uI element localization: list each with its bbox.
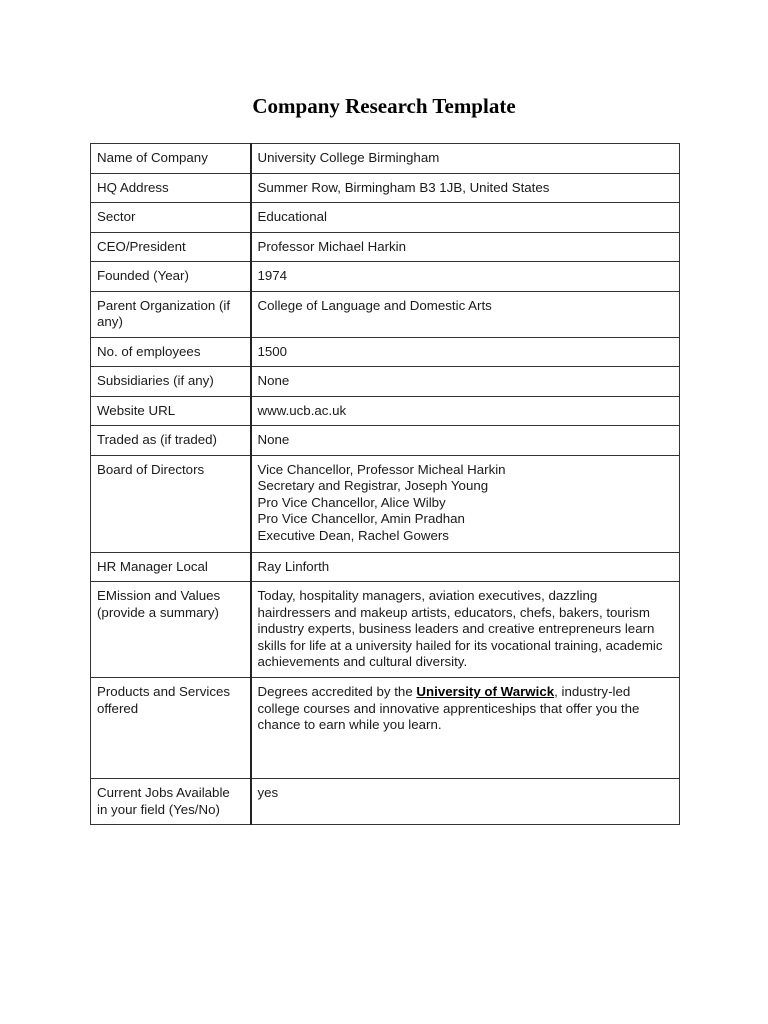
table-row xyxy=(91,173,680,203)
row-label: Website URL xyxy=(91,396,251,426)
table-row xyxy=(91,232,680,262)
row-label: Name of Company xyxy=(91,144,251,174)
table-row xyxy=(91,337,680,367)
board-member: Vice Chancellor, Professor Micheal Harkin xyxy=(257,461,506,477)
row-label: HQ Address xyxy=(91,173,251,203)
row-value: College of Language and Domestic Arts xyxy=(251,291,680,337)
table-row xyxy=(91,203,680,233)
table-row xyxy=(91,367,680,397)
row-value: yes xyxy=(251,779,680,825)
board-member: Secretary and Registrar, Joseph Young xyxy=(257,478,489,493)
website-url: www.ucb.ac.uk xyxy=(251,396,680,426)
row-label: Founded (Year) xyxy=(91,262,251,292)
board-member: Pro Vice Chancellor, Alice Wilby xyxy=(257,494,446,510)
products-description xyxy=(251,678,680,779)
row-label: EMission and Values (provide a summary) xyxy=(91,582,251,678)
row-value: Ray Linforth xyxy=(251,552,680,582)
company-research-table xyxy=(90,143,680,825)
table-row xyxy=(91,396,680,426)
table-row xyxy=(91,144,680,174)
board-of-directors-list xyxy=(251,455,680,552)
board-member: Pro Vice Chancellor, Amin Pradhan xyxy=(257,511,465,526)
products-suffix: , industry-led college courses and innovative apprenticeships that offer you the chance to earn while you learn. xyxy=(257,684,640,732)
table-row xyxy=(91,779,680,825)
table-row xyxy=(91,426,680,456)
table-row xyxy=(91,262,680,292)
table-row xyxy=(91,552,680,582)
row-label: Sector xyxy=(91,203,251,233)
table-row xyxy=(91,455,680,552)
page-title: Company Research Template xyxy=(252,94,516,118)
row-label: Current Jobs Available in your field (Yes/No) xyxy=(91,779,251,825)
row-value: 1500 xyxy=(251,337,680,367)
row-value: Educational xyxy=(251,203,680,233)
row-label: Board of Directors xyxy=(91,455,251,552)
row-label: Parent Organization (if any) xyxy=(91,291,251,337)
row-label: Traded as (if traded) xyxy=(91,426,251,456)
row-label: CEO/President xyxy=(91,232,251,262)
board-member: Executive Dean, Rachel Gowers xyxy=(257,527,449,543)
row-label: Products and Services offered xyxy=(91,678,251,779)
row-value: Professor Michael Harkin xyxy=(251,232,680,262)
row-value: Summer Row, Birmingham B3 1JB, United States xyxy=(251,173,680,203)
table-row xyxy=(91,582,680,678)
row-label: Subsidiaries (if any) xyxy=(91,367,251,397)
university-of-warwick-link[interactable]: University of Warwick xyxy=(416,684,555,699)
row-value: 1974 xyxy=(251,262,680,292)
table-row xyxy=(91,678,680,779)
mission-summary: Today, hospitality managers, aviation executives, dazzling hairdressers and makeup artists, educators, chefs, bakers, tourism industry experts, business leaders and creative entrepreneurs learn skills for life at a university hailed for its vocational training, academic achievements and cultural diversity. xyxy=(251,582,680,678)
row-value: University College Birmingham xyxy=(251,144,680,174)
row-label: HR Manager Local xyxy=(91,552,251,582)
row-value: None xyxy=(251,367,680,397)
row-label: No. of employees xyxy=(91,337,251,367)
table-row xyxy=(91,291,680,337)
products-prefix: Degrees accredited by the xyxy=(257,684,417,699)
row-value: None xyxy=(251,426,680,456)
